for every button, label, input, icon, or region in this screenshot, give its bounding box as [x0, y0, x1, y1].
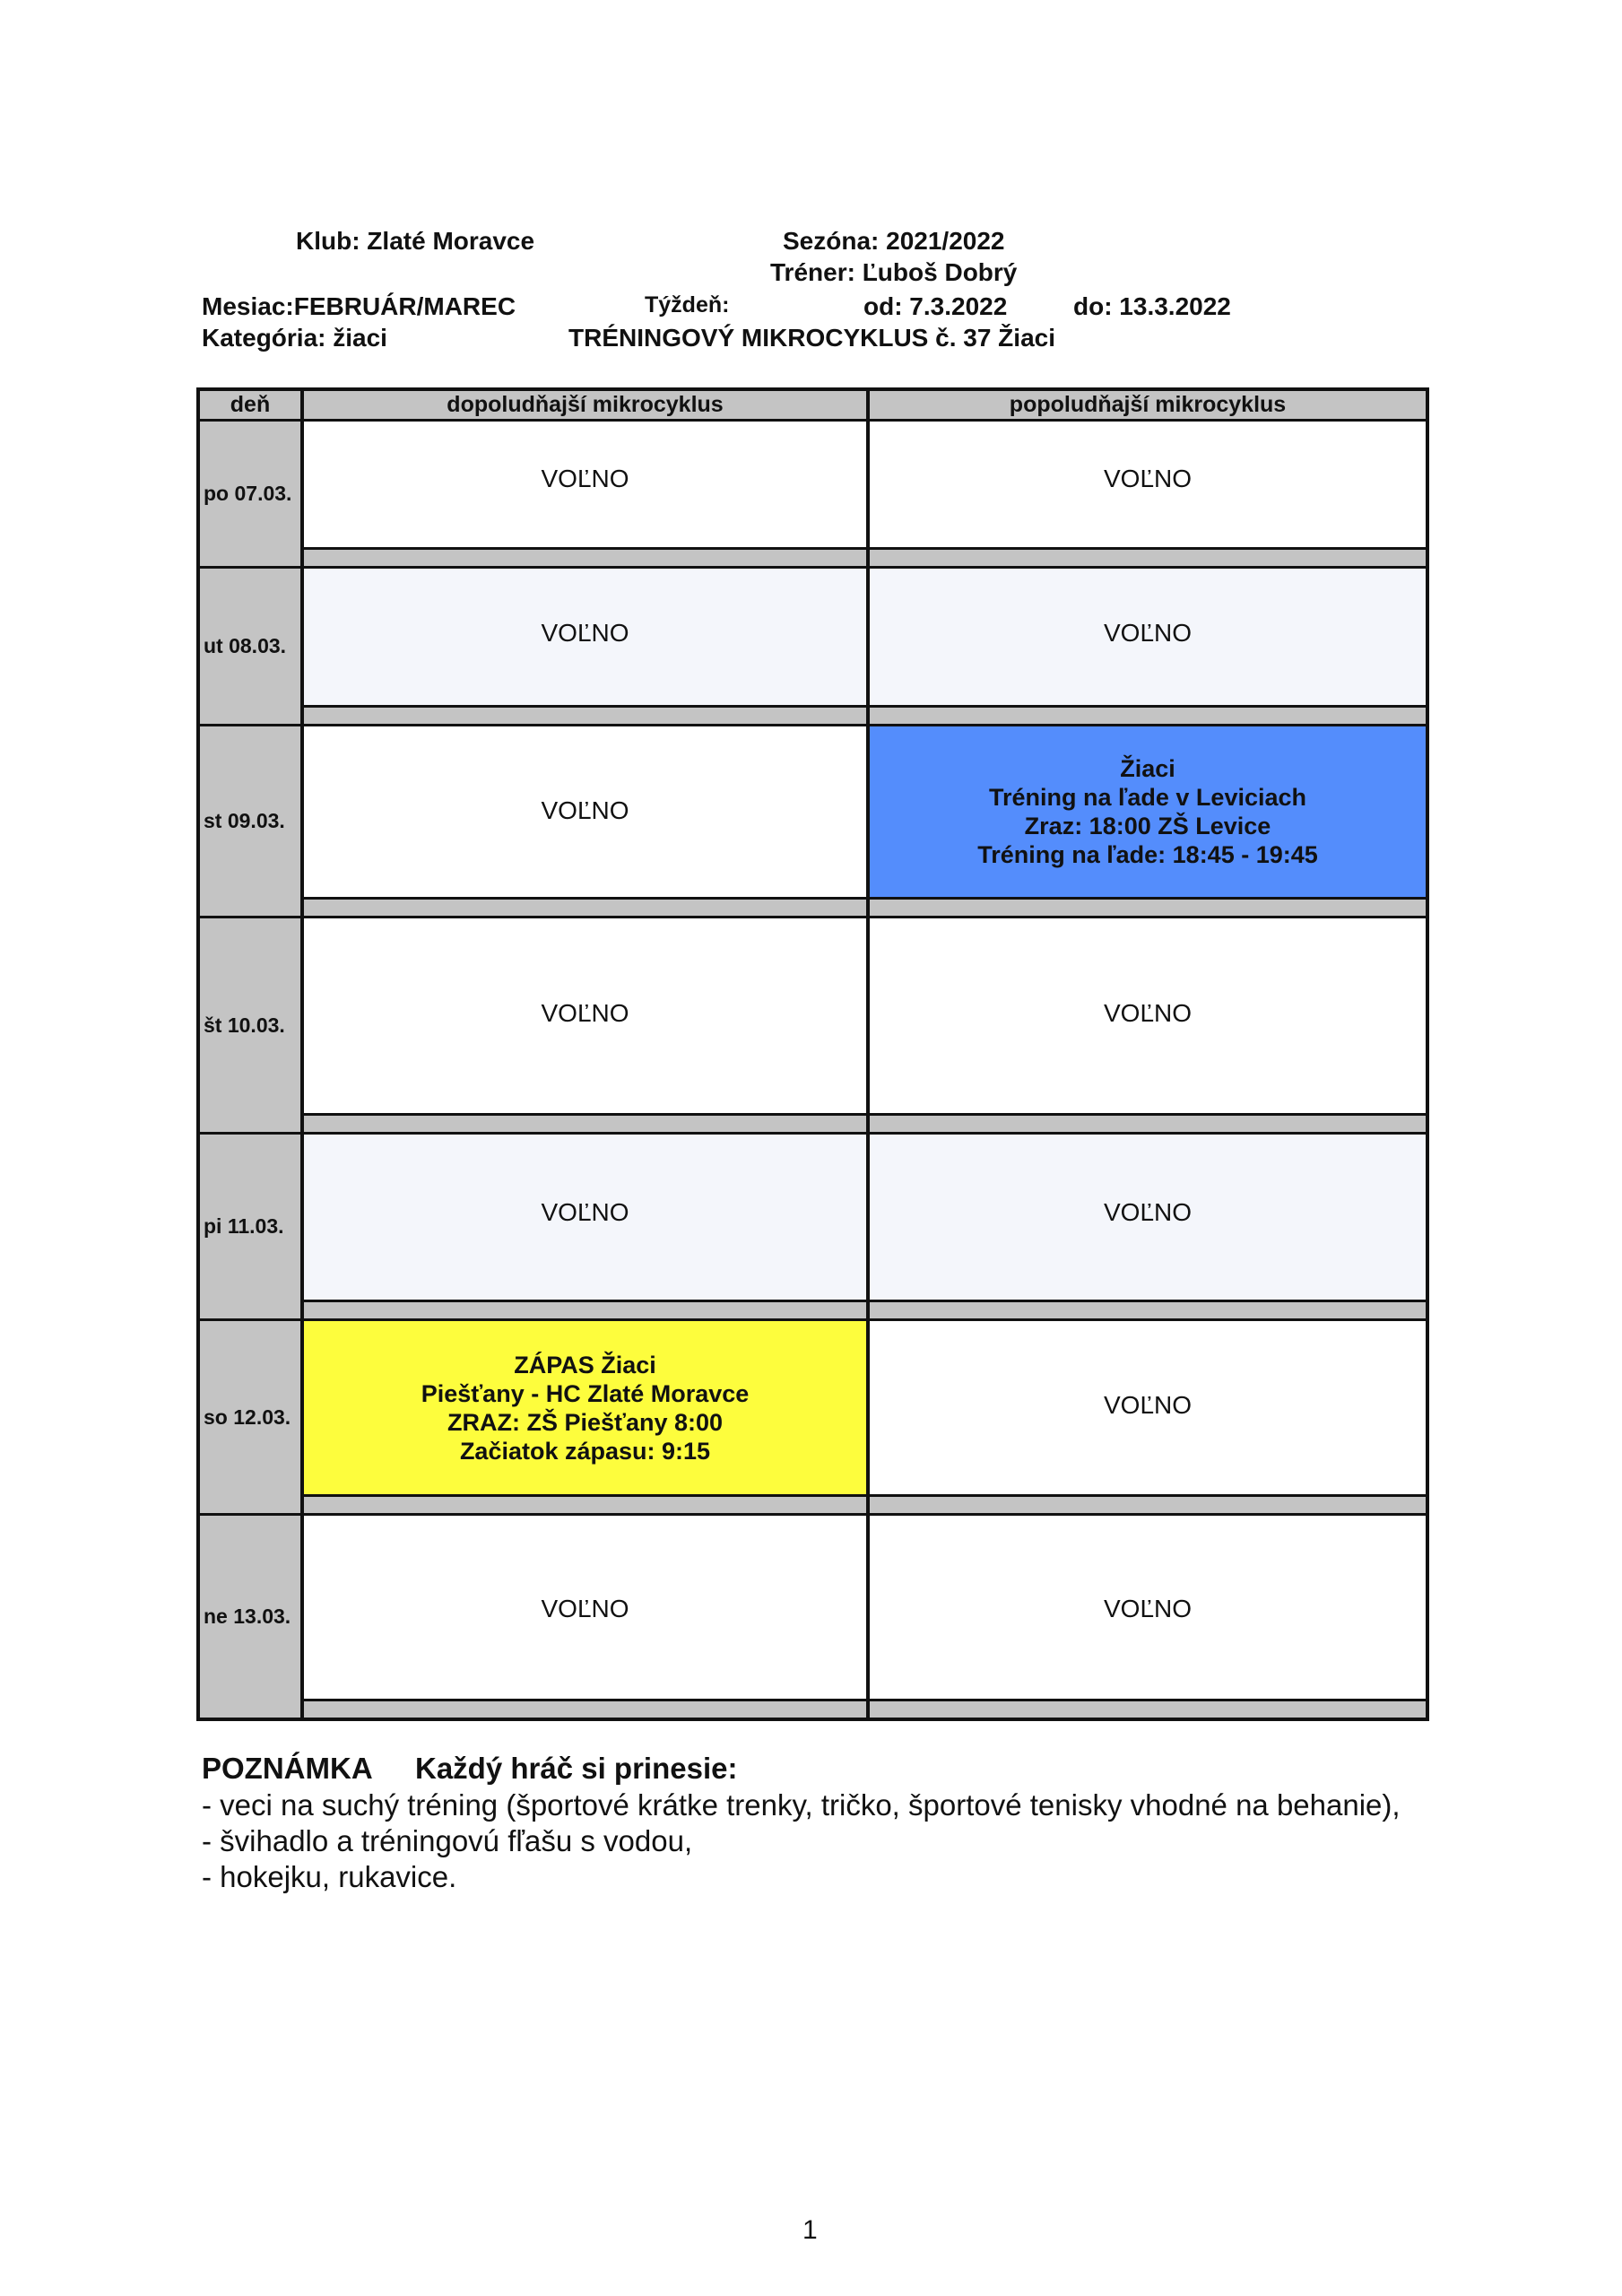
- afternoon-cell-sun: [866, 1516, 1426, 1718]
- morning-entry: VOĽNO: [541, 619, 629, 647]
- date-from: od: 7.3.2022: [863, 292, 1008, 320]
- row-divider: [870, 547, 1426, 566]
- trainer-label: Tréner: Ľuboš Dobrý: [770, 258, 1018, 286]
- row-divider: [870, 1113, 1426, 1132]
- afternoon-entry: VOĽNO: [1103, 1391, 1193, 1419]
- season-label: Sezóna: 2021/2022: [783, 227, 1005, 255]
- note-heading: Každý hráč si prinesie:: [415, 1752, 738, 1785]
- row-divider: [304, 1113, 866, 1132]
- page-number: 1: [802, 2215, 818, 2245]
- schedule-table: [196, 387, 1429, 1721]
- row-divider: [304, 705, 866, 724]
- row-divider: [304, 897, 866, 916]
- row-divider: [304, 1699, 866, 1718]
- morning-cell-tue: [300, 569, 866, 726]
- row-divider: [304, 547, 866, 566]
- training-line-3: Zraz: 18:00 ZŠ Levice: [1024, 813, 1271, 839]
- afternoon-entry: VOĽNO: [1103, 999, 1193, 1027]
- day-label-tue: ut 08.03.: [200, 569, 300, 726]
- morning-cell-sat-match: [300, 1321, 866, 1516]
- morning-cell-fri: [300, 1135, 866, 1321]
- day-label-fri: pi 11.03.: [200, 1135, 300, 1321]
- day-label-mon: po 07.03.: [200, 422, 300, 569]
- match-line-4: Začiatok zápasu: 9:15: [459, 1437, 711, 1465]
- row-divider: [870, 705, 1426, 724]
- note-item: - švihadlo a tréningovú fľašu s vodou,: [202, 1824, 693, 1857]
- training-line-2: Tréning na ľade v Leviciach: [988, 784, 1307, 811]
- morning-entry: VOĽNO: [541, 465, 629, 492]
- row-divider: [870, 1494, 1426, 1513]
- day-label-sat: so 12.03.: [200, 1321, 300, 1516]
- morning-entry: VOĽNO: [541, 796, 629, 824]
- row-divider: [870, 1699, 1426, 1718]
- afternoon-cell-wed-training: [866, 726, 1426, 918]
- column-header-day: deň: [200, 391, 300, 422]
- day-label-sun: ne 13.03.: [200, 1516, 300, 1718]
- column-header-morning: dopoludňajší mikrocyklus: [300, 391, 866, 422]
- note-item: - hokejku, rukavice.: [202, 1860, 457, 1893]
- category-label: Kategória: žiaci: [202, 324, 387, 352]
- club-label: Klub: Zlaté Moravce: [296, 227, 535, 255]
- day-label-thu: št 10.03.: [200, 918, 300, 1135]
- note-label: POZNÁMKA: [202, 1752, 373, 1785]
- week-label: Týždeň:: [645, 292, 730, 317]
- morning-cell-sun: [300, 1516, 866, 1718]
- afternoon-entry: VOĽNO: [1103, 619, 1193, 647]
- row-divider: [870, 1300, 1426, 1318]
- afternoon-cell-mon: [866, 422, 1426, 569]
- match-line-3: ZRAZ: ZŠ Piešťany 8:00: [447, 1408, 724, 1436]
- microcycle-title: TRÉNINGOVÝ MIKROCYKLUS č. 37 Žiaci: [568, 324, 1055, 352]
- day-label-wed: st 09.03.: [200, 726, 300, 918]
- match-event-box: [304, 1321, 866, 1494]
- afternoon-cell-thu: [866, 918, 1426, 1135]
- month-label: Mesiac:FEBRUÁR/MAREC: [202, 292, 516, 320]
- afternoon-cell-sat: [866, 1321, 1426, 1516]
- date-to: do: 13.3.2022: [1073, 292, 1231, 320]
- morning-entry: VOĽNO: [541, 999, 629, 1027]
- match-line-2: Piešťany - HC Zlaté Moravce: [421, 1379, 750, 1407]
- training-line-4: Tréning na ľade: 18:45 - 19:45: [977, 841, 1318, 868]
- morning-cell-wed: [300, 726, 866, 918]
- afternoon-cell-fri: [866, 1135, 1426, 1321]
- note-item: - veci na suchý tréning (športové krátke trenky, tričko, športové tenisky vhodné na behanie),: [202, 1788, 1401, 1822]
- afternoon-entry: VOĽNO: [1103, 465, 1193, 492]
- morning-entry: VOĽNO: [541, 1198, 629, 1226]
- morning-cell-mon: [300, 422, 866, 569]
- afternoon-entry: VOĽNO: [1103, 1198, 1193, 1226]
- morning-cell-thu: [300, 918, 866, 1135]
- row-divider: [870, 897, 1426, 916]
- column-header-afternoon: popoludňajší mikrocyklus: [866, 391, 1426, 422]
- afternoon-cell-tue: [866, 569, 1426, 726]
- row-divider: [304, 1300, 866, 1318]
- training-event-box: [870, 726, 1426, 897]
- morning-entry: VOĽNO: [541, 1595, 629, 1622]
- match-line-1: ZÁPAS Žiaci: [514, 1351, 656, 1378]
- row-divider: [304, 1494, 866, 1513]
- training-line-1: Žiaci: [1120, 755, 1175, 782]
- afternoon-entry: VOĽNO: [1103, 1595, 1193, 1622]
